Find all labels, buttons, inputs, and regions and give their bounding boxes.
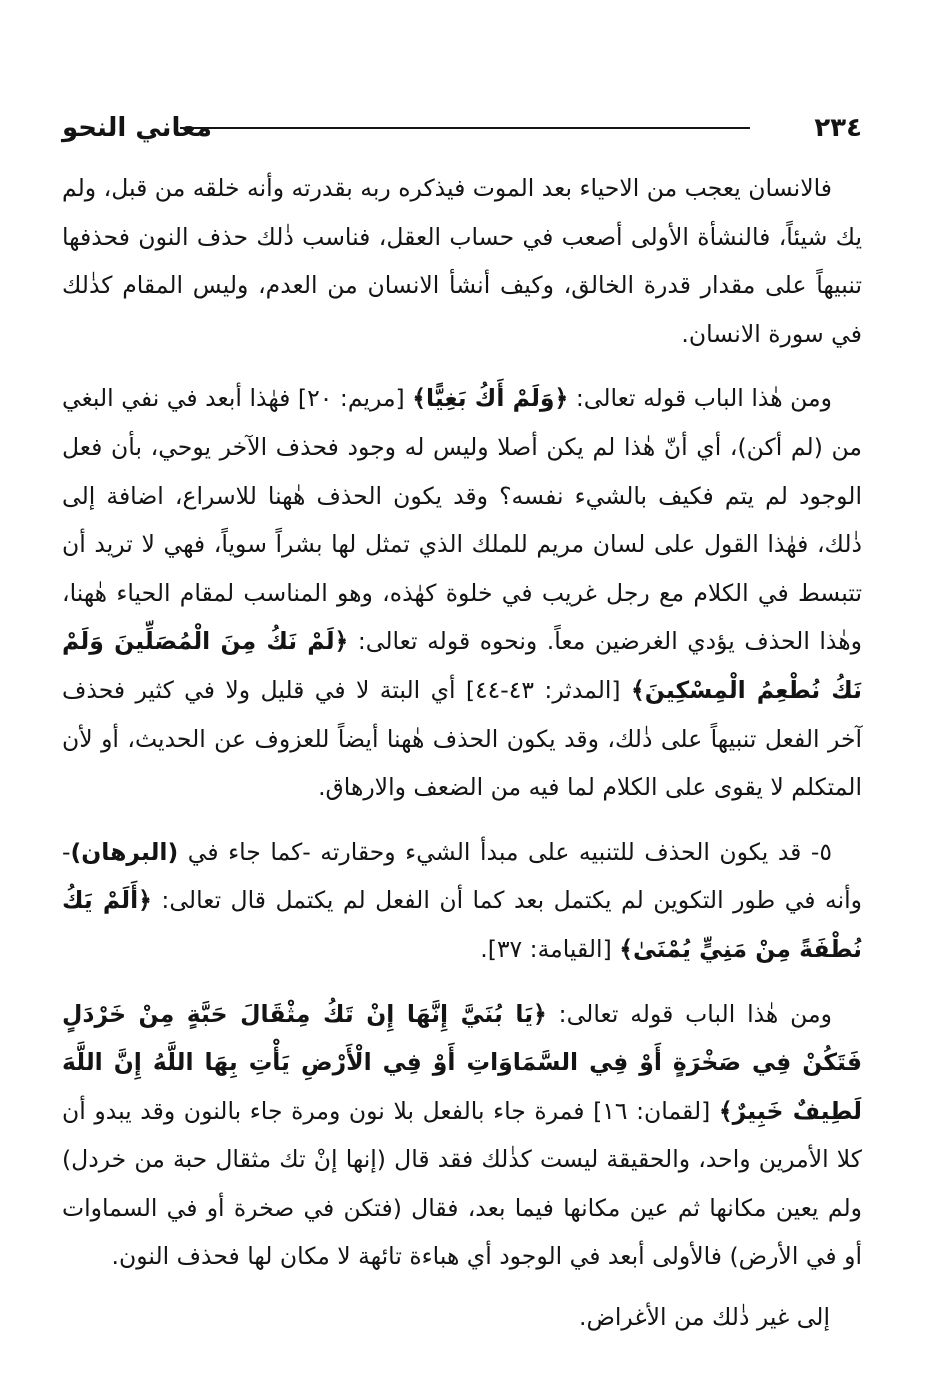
header-rule bbox=[180, 127, 750, 129]
quran-verse: ﴿أَلَمْ يَكُ نُطْفَةً مِنْ مَنِيٍّ يُمْنَىٰ﴾ bbox=[62, 886, 862, 963]
paragraph-1 bbox=[62, 164, 862, 358]
paragraph-text: [المدثر: ٤٣-٤٤] أي البتة لا في قليل ولا في كثير فحذف آخر الفعل تنبيهاً على ذٰلك، وقد يكون الحذف هٰهنا أيضاً للعزوف عن الحديث، أو لأن المتكلم لا يقوى على الكلام لما فيه من الضعف والارهاق. bbox=[62, 675, 862, 802]
paragraph-text: ٥- قد يكون الحذف للتنبيه على مبدأ الشيء وحقارته -كما جاء في bbox=[178, 837, 832, 866]
quran-verse: ﴿وَلَمْ أَكُ بَغِيًّا﴾ bbox=[412, 384, 569, 413]
quran-verse: ﴿يَا بُنَيَّ إِنَّهَا إِنْ تَكُ مِثْقَالَ حَبَّةٍ مِنْ خَرْدَلٍ فَتَكُنْ فِي صَخْرَةٍ أَوْ فِي السَّمَاوَاتِ أَوْ فِي الْأَرْضِ يَأْتِ بِهَا اللَّهُ إِنَّ اللَّهَ لَطِيفٌ خَبِيرٌ﴾ bbox=[62, 999, 862, 1125]
paragraph-text: [القيامة: ٣٧]. bbox=[480, 934, 620, 963]
paragraph-text: إلى غير ذٰلك من الأغراض. bbox=[578, 1303, 830, 1332]
paragraph-5 bbox=[62, 1293, 862, 1342]
running-title: معاني النحو bbox=[62, 113, 212, 143]
paragraph-text: - وأنه في طور التكوين لم يكتمل بعد كما أن الفعل لم يكتمل قال تعالى: bbox=[62, 837, 862, 915]
paragraph-text: [لقمان: ١٦] فمرة جاء بالفعل بلا نون ومرة جاء بالنون وقد يبدو أن كلا الأمرين واحد، والحقيقة ليست كذٰلك فقد قال (إنها إنْ تك مثقال حبة من خردل) ولم يعين مكانها ثم عين مكانها فيما بعد، فقال (فتكن في صخرة أو في السماوات أو في الأرض) فالأولى أبعد في الوجود أي هباءة تائهة لا مكان لها فحذف النون. bbox=[62, 1096, 862, 1271]
quran-verse: ﴿لَمْ نَكُ مِنَ الْمُصَلِّينَ وَلَمْ نَكُ نُطْعِمُ الْمِسْكِينَ﴾ bbox=[62, 627, 862, 704]
body-text bbox=[62, 164, 862, 1342]
paragraph-3 bbox=[62, 828, 862, 974]
paragraph-text: [مريم: ٢٠] فهٰذا أبعد في نفي البغي من (لم أكن)، أي أنّ هٰذا لم يكن أصلا وليس له وجود فحذف الآخر يوحي، بأن فعل الوجود لم يتم فكيف بالشيء نفسه؟ وقد يكون الحذف هٰهنا للاسراع، اضافة إلى ذٰلك، فهٰذا القول على لسان مريم للملك الذي تمثل لها بشراً سوياً، فهي لا تريد أن تتبسط في الكلام مع رجل غريب في خلوة كهٰذه، وهو المناسب لمقام الحياء هٰهنا، وهٰذا الحذف يؤدي الغرضين معاً. ونحوه قوله تعالى: bbox=[62, 384, 862, 656]
paragraph-text: ومن هٰذا الباب قوله تعالى: bbox=[546, 999, 832, 1028]
paragraph-4 bbox=[62, 990, 862, 1282]
paragraph-text: فالانسان يعجب من الاحياء بعد الموت فيذكره ربه بقدرته وأنه خلقه من قبل، ولم يك شيئاً، فالنشأة الأولى أصعب في حساب العقل، فناسب ذٰلك حذف النون فحذفها تنبيهاً على مقدار قدرة الخالق، وكيف أنشأ الانسان من العدم، وليس المقام كذٰلك في سورة الانسان. bbox=[62, 174, 862, 348]
source-reference: (البرهان) bbox=[70, 837, 179, 866]
page-header bbox=[62, 108, 862, 148]
page-number: ٢٣٤ bbox=[814, 113, 862, 143]
paragraph-2 bbox=[62, 374, 862, 811]
paragraph-text: ومن هٰذا الباب قوله تعالى: bbox=[568, 384, 832, 413]
